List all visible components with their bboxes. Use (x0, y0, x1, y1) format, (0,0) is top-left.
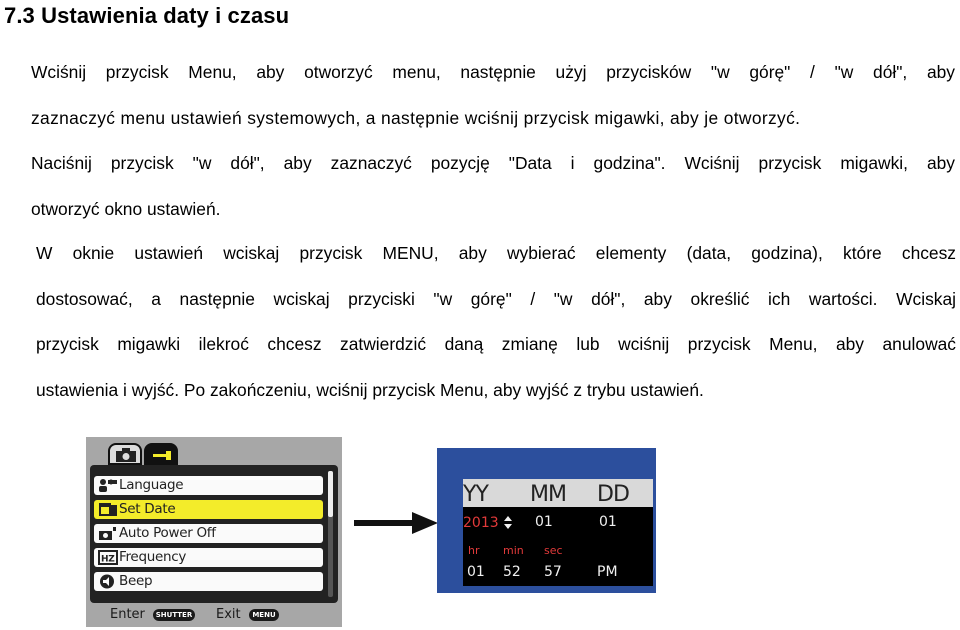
year-value[interactable]: 2013 (463, 515, 499, 531)
minute-value[interactable]: 52 (503, 564, 521, 580)
paragraph-line: otworzyć okno ustawień. (31, 198, 221, 219)
frequency-icon (98, 550, 118, 565)
menu-item-label: Frequency (119, 549, 187, 565)
second-label: sec (544, 544, 563, 557)
paragraph-instructions (36, 231, 956, 414)
menu-item-label: Language (119, 477, 184, 493)
menu-item-auto-power-off[interactable] (94, 524, 323, 543)
beep-icon (98, 574, 118, 589)
menu-item-label: Set Date (119, 501, 176, 517)
camera-icon (114, 447, 138, 463)
ampm-value[interactable]: PM (597, 564, 618, 580)
camera-tab (108, 443, 142, 465)
wrench-icon (150, 447, 174, 463)
set-date-icon (98, 502, 118, 517)
paragraph-line: ustawienia i wyjść. Po zakończeniu, wciśnij przycisk Menu, aby wyjść z trybu ustawień. (36, 380, 704, 401)
header-year: YY (463, 482, 488, 507)
paragraph-line: W oknie ustawień wciskaj przycisk MENU, aby wybierać elementy (data, godzina), które chcesz (36, 243, 956, 263)
hour-label: hr (468, 544, 480, 557)
exit-label: Exit (216, 607, 241, 622)
svg-text:HZ: HZ (101, 554, 115, 565)
paragraph-line: dostosować, a następnie wciskaj przyciski "w górę" / "w dół", aby określić ich wartości. Wciskaj (36, 288, 956, 309)
enter-label: Enter (110, 607, 145, 622)
header-month: MM (530, 482, 566, 507)
date-time-screen (437, 448, 656, 593)
menu-item-set-date[interactable] (94, 500, 323, 519)
header-day: DD (597, 482, 629, 507)
menu-footer (86, 605, 342, 627)
day-value[interactable]: 01 (599, 514, 617, 530)
menu-item-language[interactable] (94, 476, 323, 495)
menu-item-label: Beep (119, 573, 153, 589)
language-icon (98, 478, 118, 493)
hour-value[interactable]: 01 (467, 564, 485, 580)
menu-item-label: Auto Power Off (119, 525, 216, 541)
shutter-button-icon: SHUTTER (153, 609, 195, 621)
menu-button-icon: MENU (249, 609, 279, 621)
up-down-arrows-icon (503, 515, 513, 531)
menu-scrollbar-thumb[interactable] (328, 471, 333, 517)
paragraph-line: zaznaczyć menu ustawień systemowych, a następnie wciśnij przycisk migawki, aby je otworzyć. (31, 107, 801, 128)
section-heading: 7.3 Ustawienia daty i czasu (4, 3, 290, 28)
camera-setup-menu (86, 437, 342, 627)
paragraph-intro (31, 50, 955, 232)
arrow-right-icon (354, 512, 438, 534)
second-value[interactable]: 57 (544, 564, 562, 580)
paragraph-line: Naciśnij przycisk "w dół", aby zaznaczyć pozycję "Data i godzina". Wciśnij przycisk migawki, aby (31, 153, 955, 173)
paragraph-line: Wciśnij przycisk Menu, aby otworzyć menu, następnie użyj przycisków "w górę" / "w dół", aby (31, 62, 955, 82)
auto-power-off-icon (98, 526, 118, 541)
menu-list (90, 465, 338, 603)
minute-label: min (503, 544, 524, 557)
paragraph-line: przycisk migawki ilekroć chcesz zatwierdzić daną zmianę lub wciśnij przycisk Menu, aby anulować (36, 334, 956, 355)
menu-item-beep[interactable] (94, 572, 323, 591)
menu-tab-bar (86, 437, 342, 463)
menu-item-frequency[interactable] (94, 548, 323, 567)
setup-tab (144, 443, 178, 465)
month-value[interactable]: 01 (535, 514, 553, 530)
